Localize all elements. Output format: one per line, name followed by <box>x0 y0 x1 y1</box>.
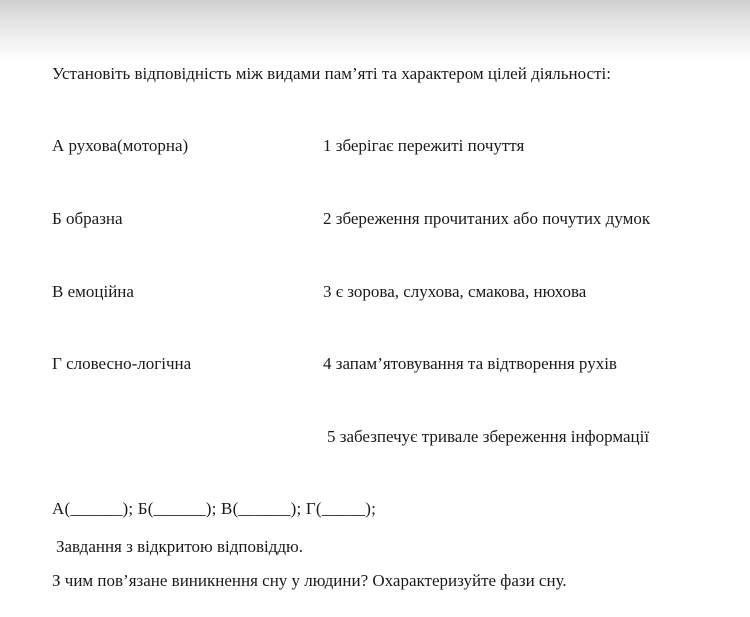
characteristic-2: 2 збереження прочитаних або почутих думок <box>323 209 651 228</box>
characteristic-5: 5 забезпечує тривале збереження інформації <box>327 427 650 446</box>
memory-type-v: В емоційна <box>52 282 134 301</box>
characteristic-3: 3 є зорова, слухова, смакова, нюхова <box>323 282 587 301</box>
answer-line: А(______); Б(______); В(______); Г(_____); <box>52 499 377 518</box>
characteristic-1: 1 зберігає пережиті почуття <box>323 136 525 155</box>
open-question: З чим пов’язане виникнення сну у людини? Охарактеризуйте фази сну. <box>52 571 567 590</box>
task-heading: Установіть відповідність між видами пам’яті та характером цілей діяльності: <box>52 64 611 83</box>
memory-type-g: Г словесно-логічна <box>52 354 192 373</box>
memory-type-b: Б образна <box>52 209 123 228</box>
open-task-label: Завдання з відкритою відповіддю. <box>56 537 303 556</box>
memory-type-a: А рухова(моторна) <box>52 136 189 155</box>
characteristic-4: 4 запам’ятовування та відтворення рухів <box>323 354 617 373</box>
